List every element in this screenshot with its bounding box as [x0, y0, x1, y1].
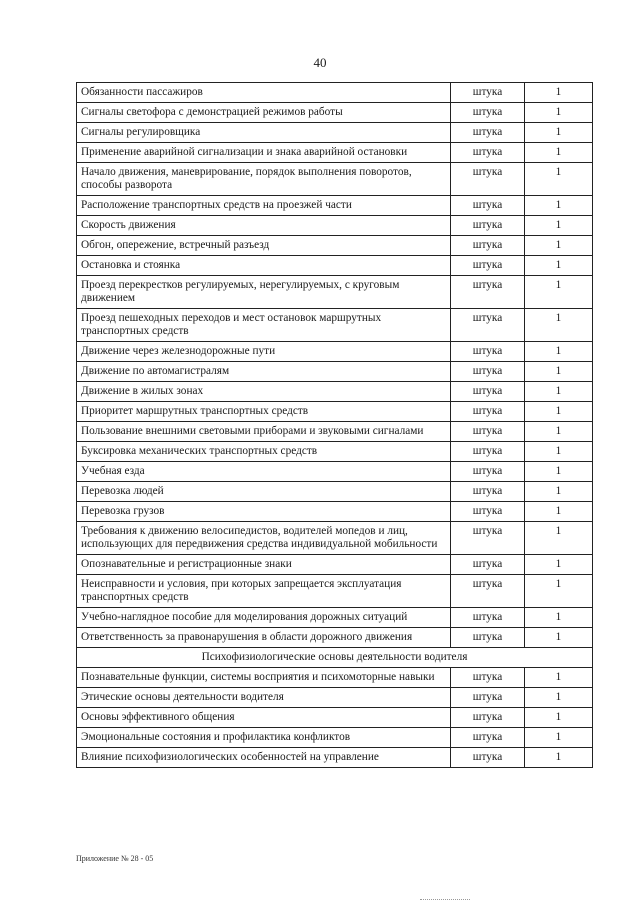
unit-cell: штука	[451, 342, 525, 362]
quantity-cell: 1	[525, 83, 593, 103]
quantity-cell: 1	[525, 422, 593, 442]
table-row	[77, 342, 593, 362]
item-name-cell: Сигналы светофора с демонстрацией режимов работы	[77, 103, 451, 123]
unit-cell: штука	[451, 382, 525, 402]
equipment-table	[76, 82, 593, 768]
table-row	[77, 143, 593, 163]
item-name-cell: Сигналы регулировщика	[77, 123, 451, 143]
quantity-cell: 1	[525, 708, 593, 728]
page-number: 40	[313, 55, 327, 70]
quantity-cell: 1	[525, 608, 593, 628]
item-name-cell: Расположение транспортных средств на проезжей части	[77, 196, 451, 216]
unit-cell: штука	[451, 688, 525, 708]
table-row	[77, 256, 593, 276]
item-name-cell: Начало движения, маневрирование, порядок выполнения поворотов, способы разворота	[77, 163, 451, 196]
item-name-cell: Буксировка механических транспортных средств	[77, 442, 451, 462]
table-row	[77, 362, 593, 382]
item-name-cell: Приоритет маршрутных транспортных средств	[77, 402, 451, 422]
quantity-cell: 1	[525, 482, 593, 502]
scan-artifact	[420, 899, 470, 901]
table-row	[77, 608, 593, 628]
item-name-cell: Ответственность за правонарушения в области дорожного движения	[77, 628, 451, 648]
quantity-cell: 1	[525, 748, 593, 768]
table-row	[77, 276, 593, 309]
unit-cell: штука	[451, 628, 525, 648]
unit-cell: штука	[451, 462, 525, 482]
quantity-cell: 1	[525, 688, 593, 708]
item-name-cell: Обязанности пассажиров	[77, 83, 451, 103]
quantity-cell: 1	[525, 196, 593, 216]
quantity-cell: 1	[525, 628, 593, 648]
quantity-cell: 1	[525, 502, 593, 522]
unit-cell: штука	[451, 103, 525, 123]
unit-cell: штука	[451, 163, 525, 196]
item-name-cell: Движение через железнодорожные пути	[77, 342, 451, 362]
table-row	[77, 628, 593, 648]
unit-cell: штука	[451, 83, 525, 103]
quantity-cell: 1	[525, 342, 593, 362]
unit-cell: штука	[451, 143, 525, 163]
quantity-cell: 1	[525, 402, 593, 422]
unit-cell: штука	[451, 728, 525, 748]
item-name-cell: Перевозка грузов	[77, 502, 451, 522]
unit-cell: штука	[451, 196, 525, 216]
item-name-cell: Применение аварийной сигнализации и знака аварийной остановки	[77, 143, 451, 163]
table-row	[77, 402, 593, 422]
table-row	[77, 668, 593, 688]
item-name-cell: Эмоциональные состояния и профилактика конфликтов	[77, 728, 451, 748]
table-row	[77, 708, 593, 728]
quantity-cell: 1	[525, 522, 593, 555]
table-row	[77, 103, 593, 123]
table-row	[77, 442, 593, 462]
table-row	[77, 382, 593, 402]
quantity-cell: 1	[525, 555, 593, 575]
unit-cell: штука	[451, 422, 525, 442]
footer-note: Приложение № 28 - 05	[76, 854, 154, 863]
item-name-cell: Остановка и стоянка	[77, 256, 451, 276]
unit-cell: штука	[451, 442, 525, 462]
unit-cell: штука	[451, 216, 525, 236]
section-row	[77, 648, 593, 668]
quantity-cell: 1	[525, 575, 593, 608]
unit-cell: штука	[451, 555, 525, 575]
unit-cell: штука	[451, 748, 525, 768]
item-name-cell: Учебная езда	[77, 462, 451, 482]
unit-cell: штука	[451, 482, 525, 502]
item-name-cell: Движение в жилых зонах	[77, 382, 451, 402]
quantity-cell: 1	[525, 442, 593, 462]
table-row	[77, 123, 593, 143]
table-row	[77, 748, 593, 768]
equipment-table-body	[77, 83, 593, 768]
quantity-cell: 1	[525, 668, 593, 688]
quantity-cell: 1	[525, 362, 593, 382]
unit-cell: штука	[451, 708, 525, 728]
table-row	[77, 522, 593, 555]
quantity-cell: 1	[525, 103, 593, 123]
table-row	[77, 482, 593, 502]
table-row	[77, 728, 593, 748]
item-name-cell: Движение по автомагистралям	[77, 362, 451, 382]
item-name-cell: Этические основы деятельности водителя	[77, 688, 451, 708]
unit-cell: штука	[451, 123, 525, 143]
item-name-cell: Проезд пешеходных переходов и мест остановок маршрутных транспортных средств	[77, 309, 451, 342]
quantity-cell: 1	[525, 216, 593, 236]
table-row	[77, 196, 593, 216]
quantity-cell: 1	[525, 728, 593, 748]
quantity-cell: 1	[525, 256, 593, 276]
item-name-cell: Влияние психофизиологических особенностей на управление	[77, 748, 451, 768]
table-row	[77, 555, 593, 575]
item-name-cell: Познавательные функции, системы восприятия и психомоторные навыки	[77, 668, 451, 688]
quantity-cell: 1	[525, 309, 593, 342]
quantity-cell: 1	[525, 276, 593, 309]
unit-cell: штука	[451, 309, 525, 342]
item-name-cell: Требования к движению велосипедистов, водителей мопедов и лиц, использующих для передвижения средства индивидуальной мобильности	[77, 522, 451, 555]
unit-cell: штука	[451, 575, 525, 608]
table-row	[77, 462, 593, 482]
quantity-cell: 1	[525, 143, 593, 163]
item-name-cell: Перевозка людей	[77, 482, 451, 502]
unit-cell: штука	[451, 276, 525, 309]
item-name-cell: Проезд перекрестков регулируемых, нерегулируемых, с круговым движением	[77, 276, 451, 309]
table-row	[77, 309, 593, 342]
unit-cell: штука	[451, 236, 525, 256]
table-row	[77, 422, 593, 442]
quantity-cell: 1	[525, 123, 593, 143]
item-name-cell: Опознавательные и регистрационные знаки	[77, 555, 451, 575]
unit-cell: штука	[451, 362, 525, 382]
item-name-cell: Основы эффективного общения	[77, 708, 451, 728]
table-row	[77, 216, 593, 236]
table-row	[77, 83, 593, 103]
section-heading: Психофизиологические основы деятельности водителя	[77, 648, 593, 668]
quantity-cell: 1	[525, 382, 593, 402]
item-name-cell: Обгон, опережение, встречный разъезд	[77, 236, 451, 256]
item-name-cell: Учебно-наглядное пособие для моделирования дорожных ситуаций	[77, 608, 451, 628]
quantity-cell: 1	[525, 462, 593, 482]
table-row	[77, 163, 593, 196]
item-name-cell: Пользование внешними световыми приборами и звуковыми сигналами	[77, 422, 451, 442]
unit-cell: штука	[451, 522, 525, 555]
item-name-cell: Неисправности и условия, при которых запрещается эксплуатация транспортных средств	[77, 575, 451, 608]
unit-cell: штука	[451, 256, 525, 276]
unit-cell: штука	[451, 402, 525, 422]
table-row	[77, 688, 593, 708]
unit-cell: штука	[451, 668, 525, 688]
table-row	[77, 575, 593, 608]
quantity-cell: 1	[525, 236, 593, 256]
unit-cell: штука	[451, 608, 525, 628]
item-name-cell: Скорость движения	[77, 216, 451, 236]
table-row	[77, 236, 593, 256]
table-row	[77, 502, 593, 522]
unit-cell: штука	[451, 502, 525, 522]
quantity-cell: 1	[525, 163, 593, 196]
